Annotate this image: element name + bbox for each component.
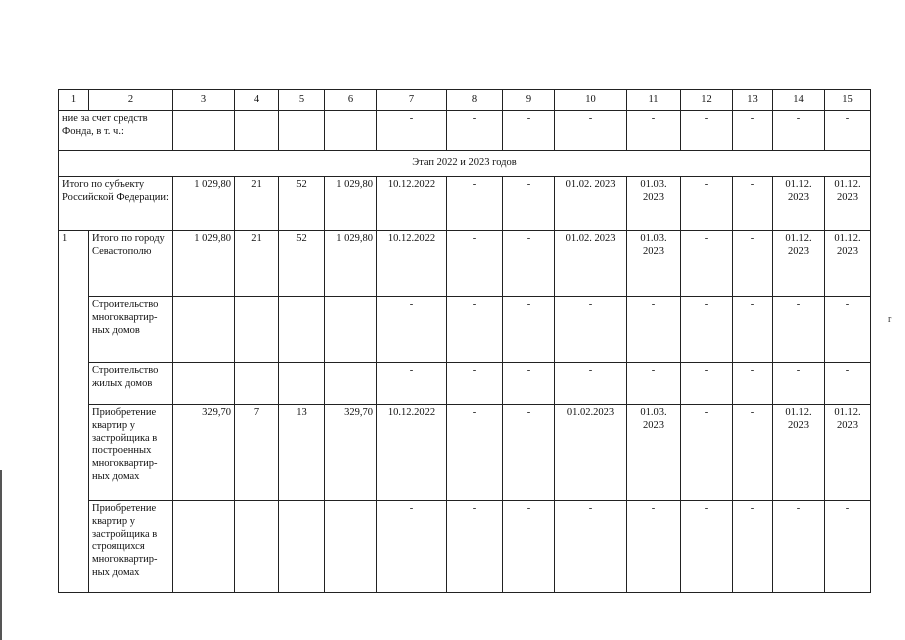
cell-col5: 52 <box>279 177 325 231</box>
cell-col14: - <box>773 363 825 405</box>
cell-col10: 01.02. 2023 <box>555 231 627 297</box>
program-stages-table <box>58 89 871 593</box>
cell-col4: 7 <box>235 405 279 501</box>
cell-col11: 01.03. 2023 <box>627 177 681 231</box>
cell-col8: - <box>447 363 503 405</box>
cell-col9: - <box>503 231 555 297</box>
cell-col13: - <box>733 231 773 297</box>
cell-col6: 329,70 <box>325 405 377 501</box>
cell-col15: 01.12. 2023 <box>825 231 871 297</box>
cell-col7: 10.12.2022 <box>377 177 447 231</box>
cell-col9: - <box>503 111 555 151</box>
header-cell: 11 <box>627 90 681 111</box>
cell-col11: 01.03. 2023 <box>627 231 681 297</box>
row-label: Приобретение квартир у застройщика в строящихся многоквартир-ных домах <box>89 501 173 593</box>
cell-col4 <box>235 501 279 593</box>
table-row <box>59 405 871 501</box>
cell-col8: - <box>447 111 503 151</box>
cell-col5: 52 <box>279 231 325 297</box>
cell-col5 <box>279 297 325 363</box>
row-label: Приобретение квартир у застройщика в построенных многоквартир-ных домах <box>89 405 173 501</box>
cell-col6 <box>325 111 377 151</box>
cell-volume: 1 029,80 <box>173 231 235 297</box>
stray-scan-mark: r <box>888 314 892 325</box>
header-cell: 7 <box>377 90 447 111</box>
cell-col14: - <box>773 297 825 363</box>
cell-col8: - <box>447 231 503 297</box>
table-row <box>59 363 871 405</box>
cell-col15: 01.12. 2023 <box>825 177 871 231</box>
cell-col10: - <box>555 501 627 593</box>
cell-col12: - <box>681 363 733 405</box>
cell-col13: - <box>733 363 773 405</box>
cell-col12: - <box>681 111 733 151</box>
cell-col9: - <box>503 177 555 231</box>
cell-col10: 01.02. 2023 <box>555 177 627 231</box>
cell-col4 <box>235 363 279 405</box>
row-number: 1 <box>59 231 89 593</box>
cell-col4: 21 <box>235 231 279 297</box>
cell-col4 <box>235 111 279 151</box>
city-row <box>59 231 871 297</box>
cell-col7: - <box>377 363 447 405</box>
header-row <box>59 90 871 111</box>
cell-col9: - <box>503 405 555 501</box>
cell-col6 <box>325 501 377 593</box>
cell-col6: 1 029,80 <box>325 231 377 297</box>
cell-col15: - <box>825 297 871 363</box>
cell-col14: - <box>773 501 825 593</box>
total-subject-row <box>59 177 871 231</box>
row-label: Итого по городу Севастополю <box>89 231 173 297</box>
scan-page-edge <box>0 470 2 640</box>
cell-col10: - <box>555 363 627 405</box>
cell-col8: - <box>447 297 503 363</box>
cell-col11: - <box>627 111 681 151</box>
cell-col12: - <box>681 231 733 297</box>
header-cell: 12 <box>681 90 733 111</box>
cell-col12: - <box>681 405 733 501</box>
header-cell: 15 <box>825 90 871 111</box>
stage-title: Этап 2022 и 2023 годов <box>59 151 871 177</box>
header-cell: 8 <box>447 90 503 111</box>
header-cell: 5 <box>279 90 325 111</box>
cell-col5: 13 <box>279 405 325 501</box>
table-row <box>59 297 871 363</box>
cell-col7: - <box>377 111 447 151</box>
row-label: Строительство жилых домов <box>89 363 173 405</box>
cell-col8: - <box>447 501 503 593</box>
header-cell: 2 <box>89 90 173 111</box>
cell-volume <box>173 111 235 151</box>
row-label: ние за счет средств Фонда, в т. ч.: <box>59 111 173 151</box>
header-cell: 3 <box>173 90 235 111</box>
cell-col13: - <box>733 405 773 501</box>
cell-col11: 01.03. 2023 <box>627 405 681 501</box>
header-cell: 1 <box>59 90 89 111</box>
cell-col10: 01.02.2023 <box>555 405 627 501</box>
cell-col9: - <box>503 297 555 363</box>
header-cell: 14 <box>773 90 825 111</box>
cell-col4 <box>235 297 279 363</box>
continuation-row <box>59 111 871 151</box>
cell-col12: - <box>681 177 733 231</box>
cell-col6 <box>325 297 377 363</box>
stage-row <box>59 151 871 177</box>
cell-col6: 1 029,80 <box>325 177 377 231</box>
cell-col13: - <box>733 111 773 151</box>
cell-col10: - <box>555 297 627 363</box>
cell-col11: - <box>627 363 681 405</box>
cell-volume <box>173 297 235 363</box>
header-cell: 13 <box>733 90 773 111</box>
cell-col8: - <box>447 405 503 501</box>
row-label: Итого по субъекту Российской Федерации: <box>59 177 173 231</box>
cell-col15: - <box>825 363 871 405</box>
table-row <box>59 501 871 593</box>
header-cell: 6 <box>325 90 377 111</box>
cell-volume: 329,70 <box>173 405 235 501</box>
cell-volume <box>173 501 235 593</box>
cell-col13: - <box>733 501 773 593</box>
cell-col11: - <box>627 297 681 363</box>
header-cell: 4 <box>235 90 279 111</box>
cell-col14: 01.12. 2023 <box>773 177 825 231</box>
cell-col11: - <box>627 501 681 593</box>
cell-col6 <box>325 363 377 405</box>
header-cell: 10 <box>555 90 627 111</box>
cell-col14: 01.12. 2023 <box>773 405 825 501</box>
cell-col12: - <box>681 501 733 593</box>
cell-col7: - <box>377 297 447 363</box>
cell-col4: 21 <box>235 177 279 231</box>
cell-col8: - <box>447 177 503 231</box>
cell-col14: - <box>773 111 825 151</box>
cell-col7: 10.12.2022 <box>377 231 447 297</box>
cell-col7: - <box>377 501 447 593</box>
row-label: Строительство многоквартир-ных домов <box>89 297 173 363</box>
cell-col9: - <box>503 501 555 593</box>
cell-col13: - <box>733 177 773 231</box>
cell-col14: 01.12. 2023 <box>773 231 825 297</box>
cell-col15: - <box>825 501 871 593</box>
cell-col13: - <box>733 297 773 363</box>
cell-volume: 1 029,80 <box>173 177 235 231</box>
cell-col15: - <box>825 111 871 151</box>
header-cell: 9 <box>503 90 555 111</box>
cell-col5 <box>279 501 325 593</box>
cell-col12: - <box>681 297 733 363</box>
cell-col7: 10.12.2022 <box>377 405 447 501</box>
cell-col10: - <box>555 111 627 151</box>
cell-col9: - <box>503 363 555 405</box>
cell-volume <box>173 363 235 405</box>
cell-col5 <box>279 111 325 151</box>
cell-col15: 01.12. 2023 <box>825 405 871 501</box>
cell-col5 <box>279 363 325 405</box>
